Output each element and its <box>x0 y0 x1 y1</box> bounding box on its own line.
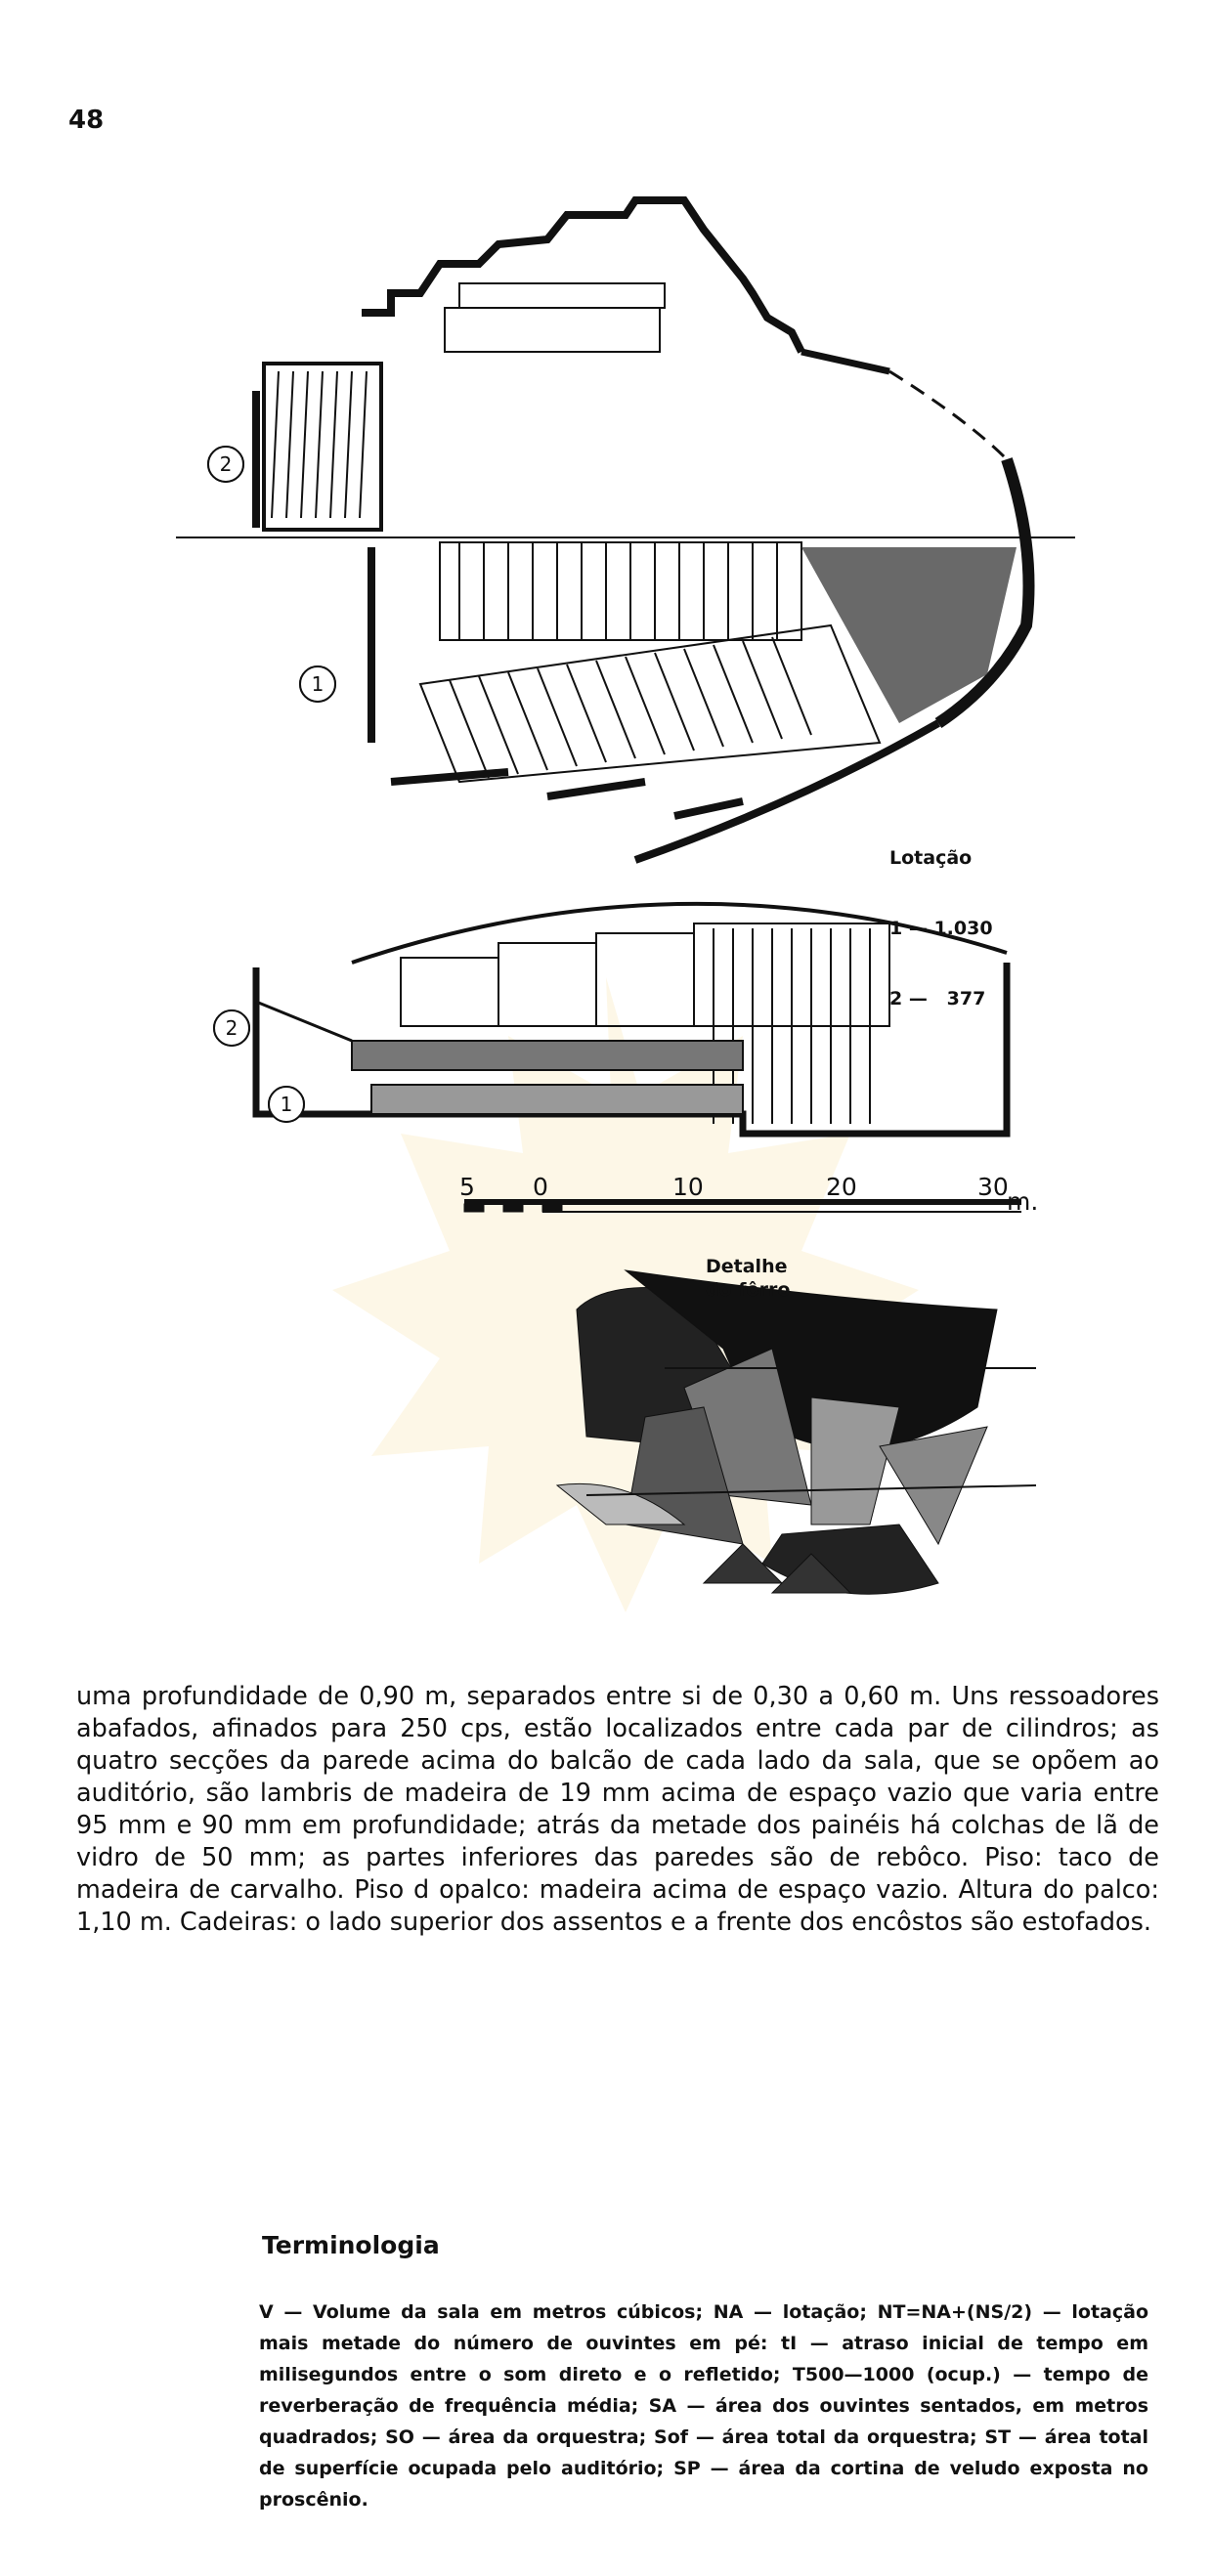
floor-plan <box>176 200 1075 860</box>
detail-caption-line2: do fôrro <box>706 1279 791 1301</box>
section-label-1: 1 <box>268 1086 305 1123</box>
scale-tick-5: 5 <box>459 1173 475 1201</box>
lotacao-legend <box>889 799 993 1034</box>
scale-tick-20: 20 <box>826 1173 857 1201</box>
scale-tick-0: 0 <box>533 1173 548 1201</box>
lotacao-line-1: 1 — 1.030 <box>889 918 993 939</box>
plan-circle-labels <box>208 447 335 702</box>
lotacao-title: Lotação <box>889 847 973 869</box>
terminologia-text: V — Volume da sala em metros cúbicos; NA — lotação; NT=NA+(NS/2) — lotação mais metade do número de ouvintes em pé: tI — atraso inicial de tempo em milisegundos entre o som direto e o refletido; T500—1000 (ocup.) — tempo de reverberação de frequência média; SA — área dos ouvintes sentados, em metros quadrados; SO — área da orquestra; Sof — área total da orquestra; ST — área total de superfície ocupada pelo auditório; SP — área da cortina de veludo exposta no proscênio. <box>259 2301 1148 2511</box>
scale-tick-10: 10 <box>672 1173 704 1201</box>
plan-label-2: 2 <box>207 446 244 483</box>
page-number: 48 <box>68 106 105 135</box>
terminologia-heading: Terminologia <box>262 2231 440 2259</box>
lotacao-line-2: 2 — 377 <box>889 988 986 1009</box>
body-paragraph: uma profundidade de 0,90 m, separados entre si de 0,30 a 0,60 m. Uns ressoadores abafados, afinados para 250 cps, estão localizados entre cada par de cilindros; as quatro secções da parede acima do balcão de cada lado da sala, que se opõem ao auditório, são lambris de madeira de 19 mm acima de espaço vazio que varia entre 95 mm e 90 mm em profundidade; atrás da metade dos painéis há colchas de lã de vidro de 50 mm; as partes inferiores das paredes são de rebôco. Piso: taco de madeira de carvalho. Piso d opalco: madeira acima de espaço vazio. Altura do palco: 1,10 m. Cadeiras: o lado superior dos assentos e a frente dos encôstos são estofados. <box>76 1682 1159 1937</box>
plan-label-1: 1 <box>299 665 336 703</box>
scale-unit: m. <box>1007 1187 1039 1216</box>
detail-caption <box>706 1255 790 1302</box>
scale-tick-30: 30 <box>977 1173 1009 1201</box>
detail-caption-line1: Detalhe <box>706 1256 788 1277</box>
section-label-2: 2 <box>213 1009 250 1047</box>
